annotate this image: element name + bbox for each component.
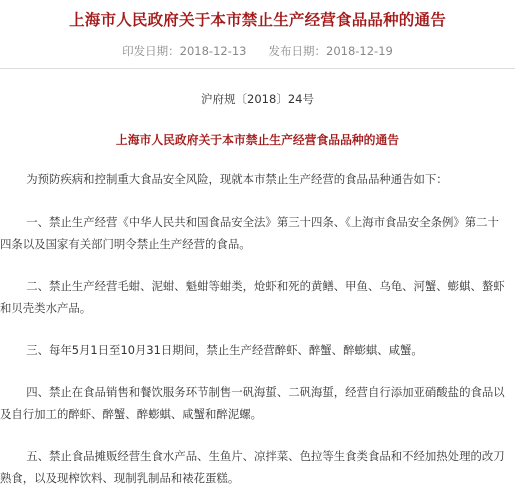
document-number: 沪府规〔2018〕24号 xyxy=(201,92,314,106)
clause-2-paragraph: 二、禁止生产经营毛蚶、泥蚶、魁蚶等蚶类，炝虾和死的黄鳝、甲鱼、乌龟、河蟹、蟛蜞、螯虾和贝壳类水产品。 xyxy=(0,279,505,315)
clause-5-paragraph: 五、禁止食品摊贩经营生食水产品、生鱼片、凉拌菜、色拉等生食类食品和不经加热处理的改刀熟食，以及现榨饮料、现制乳制品和裱花蛋糕。 xyxy=(0,449,505,485)
intro-paragraph: 为预防疾病和控制重大食品安全风险，现就本市禁止生产经营的食品品种通告如下： xyxy=(26,172,448,186)
header-divider xyxy=(0,68,515,69)
notice-meta xyxy=(0,43,515,59)
notice-title: 上海市人民政府关于本市禁止生产经营食品品种的通告 xyxy=(69,11,446,29)
clause-3-paragraph: 三、每年5月1日至10月31日期间，禁止生产经营醉虾、醉蟹、醉蟛蜞、咸蟹。 xyxy=(26,343,423,357)
publish-date: 发布日期：2018-12-19 xyxy=(268,44,393,58)
issue-date: 印发日期：2018-12-13 xyxy=(122,44,247,58)
clause-4-paragraph: 四、禁止在食品销售和餐饮服务环节制售一矾海蜇、二矾海蜇，经营自行添加亚硝酸盐的食品以及自行加工的醉虾、醉蟹、醉蟛蜞、咸蟹和醉泥螺。 xyxy=(0,385,505,421)
notice-subtitle: 上海市人民政府关于本市禁止生产经营食品品种的通告 xyxy=(115,133,400,147)
clause-1-paragraph: 一、禁止生产经营《中华人民共和国食品安全法》第三十四条、《上海市食品安全条例》第二十四条以及国家有关部门明令禁止生产经营的食品。 xyxy=(0,215,499,251)
